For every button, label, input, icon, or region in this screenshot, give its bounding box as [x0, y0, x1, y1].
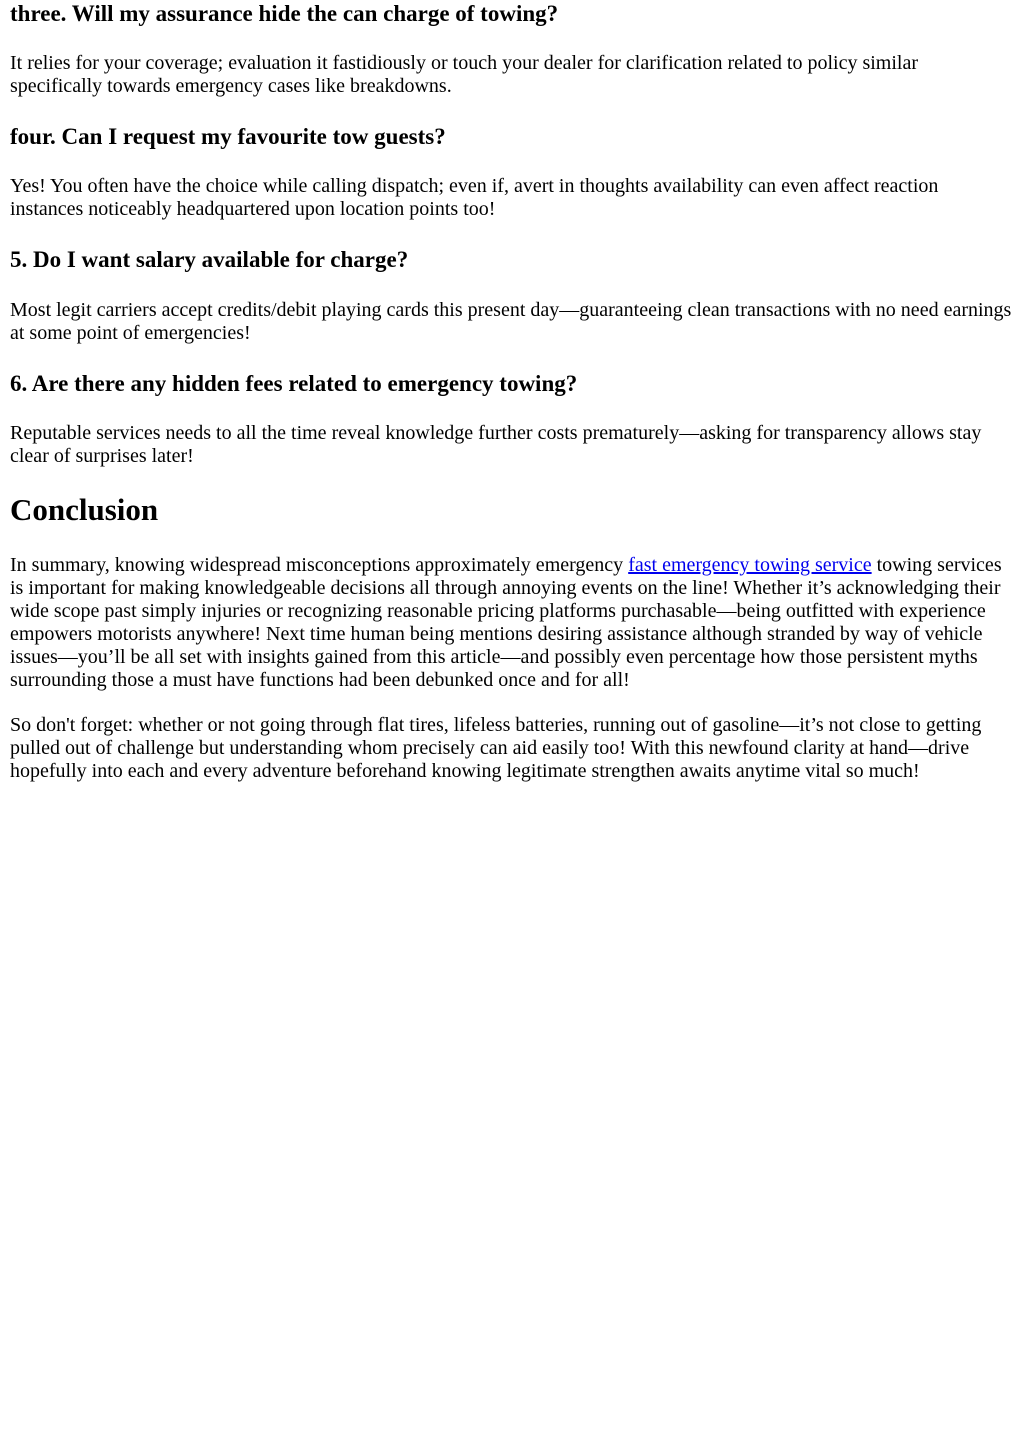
faq-answer-6: Reputable services needs to all the time reveal knowledge further costs prematurely—asking for transparency allows stay clear of surprises later! — [10, 422, 982, 467]
faq-answer-4: Yes! You often have the choice while calling dispatch; even if, avert in thoughts availability can even affect reaction instances noticeably headquartered upon location points too! — [10, 175, 939, 220]
faq-heading-6: 6. Are there any hidden fees related to emergency towing? — [10, 371, 578, 396]
conclusion-text-after-link: towing services is important for making knowledgeable decisions all through annoying events on the line! Whether it’s acknowledging their wide scope past simply injuries or recognizing reasonable pricing platforms purchasable—being outfitted with experience empowers motorists anywhere! Next time human being mentions desiring assistance although stranded by way of vehicle issues—you’ll be all set with insights gained from this article—and possibly even percentage how those persistent myths surrounding those a must have functions had been debunked once and for all! — [10, 554, 1002, 691]
conclusion-paragraph-2: So don't forget: whether or not going through flat tires, lifeless batteries, running out of gasoline—it’s not close to getting pulled out of challenge but understanding whom precisely can aid easily too! With this newfound clarity at hand—drive hopefully into each and every adventure beforehand knowing legitimate strengthen awaits anytime vital so much! — [10, 714, 982, 782]
faq-heading-4: four. Can I request my favourite tow guests? — [10, 124, 446, 149]
conclusion-paragraph-1 — [10, 554, 1014, 692]
faq-answer-5: Most legit carriers accept credits/debit playing cards this present day—guaranteeing clean transactions with no need earnings at some point of emergencies! — [10, 299, 1012, 344]
conclusion-text-before-link: In summary, knowing widespread misconceptions approximately emergency — [10, 554, 629, 576]
faq-heading-5: 5. Do I want salary available for charge? — [10, 247, 409, 272]
faq-heading-3: three. Will my assurance hide the can charge of towing? — [10, 1, 559, 26]
towing-service-link[interactable]: fast emergency towing service — [628, 554, 872, 576]
conclusion-heading: Conclusion — [10, 492, 159, 527]
faq-answer-3: It relies for your coverage; evaluation it fastidiously or touch your dealer for clarification related to policy similar specifically towards emergency cases like breakdowns. — [10, 52, 919, 97]
